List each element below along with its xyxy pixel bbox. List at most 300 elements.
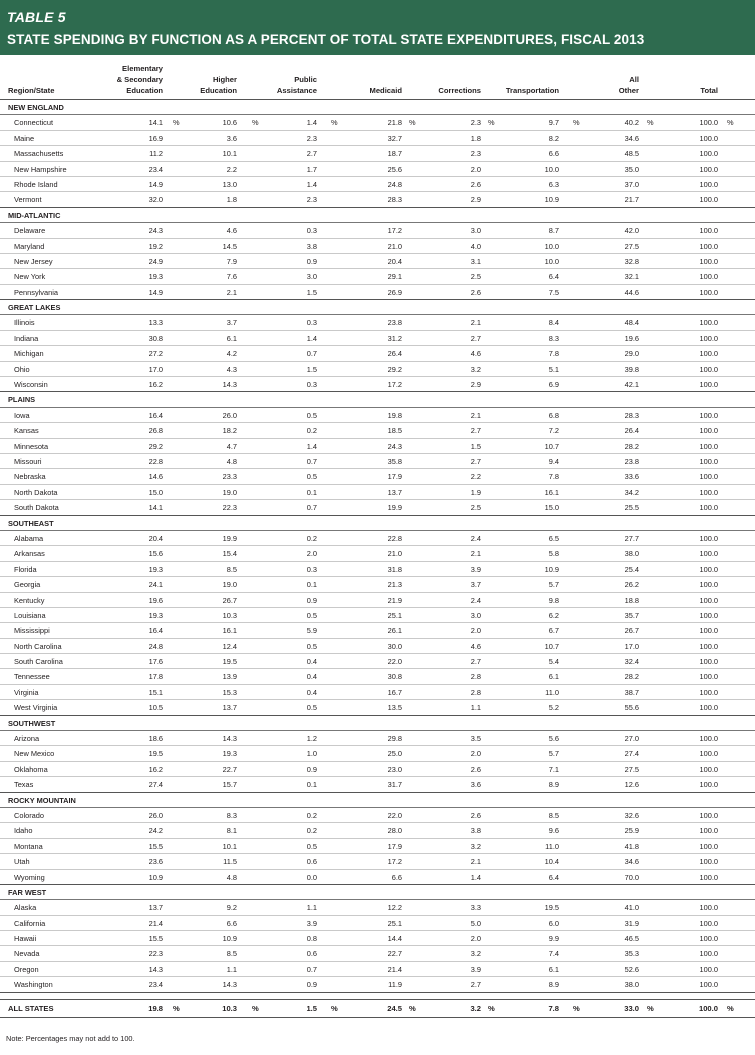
- cell-corrections: 2.0: [470, 749, 481, 759]
- cell-corrections: 2.0: [470, 164, 481, 174]
- table-row: [0, 685, 755, 700]
- cell-corrections: 2.3: [470, 149, 481, 159]
- cell-elementary-secondary: 13.7: [148, 903, 163, 913]
- cell-all-other: 26.4: [624, 426, 639, 436]
- cell-total: 100.0: [699, 949, 718, 959]
- cell-transportation: 7.8: [548, 1003, 559, 1013]
- percent-sign: %: [727, 118, 734, 128]
- cell-transportation: 11.0: [545, 687, 559, 697]
- cell-total: 100.0: [699, 626, 718, 636]
- cell-transportation: 5.8: [548, 549, 559, 559]
- table-row: [0, 562, 755, 577]
- cell-total: 100.0: [699, 118, 718, 128]
- cell-public-assistance: 0.6: [306, 949, 317, 959]
- table-row: [0, 500, 755, 515]
- cell-transportation: 9.9: [548, 934, 559, 944]
- cell-higher-education: 18.2: [222, 426, 237, 436]
- cell-all-other: 38.0: [624, 549, 639, 559]
- cell-higher-education: 1.8: [226, 195, 237, 205]
- cell-total: 100.0: [699, 564, 718, 574]
- cell-all-other: 42.1: [624, 380, 639, 390]
- cell-transportation: 8.7: [548, 226, 559, 236]
- cell-public-assistance: 0.3: [306, 226, 317, 236]
- table-row: [0, 115, 755, 130]
- state-name: Florida: [14, 564, 37, 574]
- cell-public-assistance: 1.7: [306, 164, 317, 174]
- cell-public-assistance: 1.4: [306, 441, 317, 451]
- state-name: Wyoming: [14, 872, 45, 882]
- cell-higher-education: 14.3: [222, 380, 237, 390]
- cell-higher-education: 4.8: [226, 872, 237, 882]
- cell-higher-education: 23.3: [222, 472, 237, 482]
- cell-elementary-secondary: 17.0: [148, 364, 163, 374]
- cell-higher-education: 12.4: [222, 641, 237, 651]
- cell-total: 100.0: [699, 272, 718, 282]
- cell-total: 100.0: [699, 734, 718, 744]
- state-name: Iowa: [14, 410, 30, 420]
- region-heading: SOUTHWEST: [0, 716, 755, 731]
- cell-total: 100.0: [699, 410, 718, 420]
- cell-total: 100.0: [699, 287, 718, 297]
- cell-transportation: 8.9: [548, 980, 559, 990]
- cell-all-other: 48.4: [624, 318, 639, 328]
- cell-all-other: 38.7: [624, 687, 639, 697]
- table-spacer: [0, 993, 755, 1000]
- cell-transportation: 5.7: [548, 580, 559, 590]
- cell-medicaid: 25.6: [387, 164, 402, 174]
- cell-total: 100.0: [699, 195, 718, 205]
- cell-higher-education: 3.6: [226, 133, 237, 143]
- cell-transportation: 10.7: [544, 641, 559, 651]
- table-row: [0, 531, 755, 546]
- state-name: ALL STATES: [8, 1003, 54, 1013]
- cell-medicaid: 18.5: [387, 426, 402, 436]
- cell-medicaid: 22.0: [387, 657, 402, 667]
- cell-higher-education: 10.1: [222, 149, 237, 159]
- table-row: [0, 346, 755, 361]
- cell-total: 100.0: [699, 164, 718, 174]
- cell-public-assistance: 3.8: [306, 241, 317, 251]
- state-name: Vermont: [14, 195, 42, 205]
- cell-transportation: 5.7: [548, 749, 559, 759]
- cell-total: 100.0: [699, 503, 718, 513]
- cell-elementary-secondary: 16.2: [148, 380, 163, 390]
- cell-public-assistance: 0.5: [306, 410, 317, 420]
- table-row: [0, 377, 755, 392]
- cell-public-assistance: 0.4: [306, 687, 317, 697]
- cell-total: 100.0: [699, 934, 718, 944]
- cell-higher-education: 1.1: [226, 964, 237, 974]
- cell-elementary-secondary: 24.1: [148, 580, 163, 590]
- cell-public-assistance: 1.5: [306, 287, 317, 297]
- cell-elementary-secondary: 19.3: [148, 272, 163, 282]
- cell-medicaid: 11.9: [388, 980, 402, 990]
- table-row: [0, 839, 755, 854]
- cell-corrections: 1.8: [470, 133, 481, 143]
- cell-transportation: 6.2: [548, 610, 559, 620]
- cell-public-assistance: 0.5: [306, 641, 317, 651]
- cell-elementary-secondary: 29.2: [148, 441, 163, 451]
- cell-public-assistance: 2.0: [306, 549, 317, 559]
- cell-medicaid: 21.9: [387, 595, 402, 605]
- state-name: Tennessee: [14, 672, 50, 682]
- table-row: [0, 177, 755, 192]
- table-row: [0, 469, 755, 484]
- cell-elementary-secondary: 15.5: [148, 934, 163, 944]
- table-row: [0, 977, 755, 992]
- all-states-row: [0, 1000, 755, 1018]
- table-row: [0, 746, 755, 761]
- region-heading: SOUTHEAST: [0, 516, 755, 531]
- cell-all-other: 46.5: [624, 934, 639, 944]
- percent-sign: %: [252, 1003, 259, 1013]
- table-row: [0, 962, 755, 977]
- percent-sign: %: [173, 118, 180, 128]
- cell-public-assistance: 0.3: [306, 380, 317, 390]
- cell-public-assistance: 0.3: [306, 564, 317, 574]
- cell-medicaid: 26.4: [387, 349, 402, 359]
- cell-all-other: 27.4: [624, 749, 639, 759]
- cell-corrections: 3.1: [470, 256, 481, 266]
- cell-elementary-secondary: 27.2: [148, 349, 163, 359]
- table-row: [0, 808, 755, 823]
- cell-public-assistance: 2.3: [306, 195, 317, 205]
- cell-all-other: 42.0: [624, 226, 639, 236]
- cell-elementary-secondary: 26.0: [148, 810, 163, 820]
- cell-medicaid: 21.0: [387, 549, 402, 559]
- cell-transportation: 6.6: [548, 149, 559, 159]
- cell-higher-education: 8.5: [226, 564, 237, 574]
- state-name: Maryland: [14, 241, 45, 251]
- cell-public-assistance: 0.4: [306, 672, 317, 682]
- state-name: New Hampshire: [14, 164, 67, 174]
- cell-public-assistance: 2.7: [306, 149, 317, 159]
- cell-elementary-secondary: 19.6: [148, 595, 163, 605]
- state-name: Kentucky: [14, 595, 45, 605]
- cell-medicaid: 21.8: [387, 118, 402, 128]
- col-header-medicaid: Medicaid: [369, 86, 402, 95]
- cell-total: 100.0: [699, 810, 718, 820]
- cell-total: 100.0: [699, 903, 718, 913]
- col-header-public-assistance: Public Assistance: [276, 75, 317, 95]
- region-heading: FAR WEST: [0, 885, 755, 900]
- cell-all-other: 27.0: [624, 734, 639, 744]
- cell-public-assistance: 0.5: [306, 610, 317, 620]
- cell-corrections: 2.6: [470, 764, 481, 774]
- table-row: [0, 454, 755, 469]
- state-name: Maine: [14, 133, 35, 143]
- cell-transportation: 6.1: [548, 964, 559, 974]
- state-name: North Carolina: [14, 641, 62, 651]
- state-name: Pennsylvania: [14, 287, 58, 297]
- cell-medicaid: 24.5: [387, 1003, 402, 1013]
- table-row: [0, 762, 755, 777]
- state-name: Colorado: [14, 810, 44, 820]
- cell-total: 100.0: [699, 687, 718, 697]
- cell-corrections: 3.6: [470, 780, 481, 790]
- cell-higher-education: 16.1: [222, 626, 237, 636]
- cell-corrections: 2.6: [470, 287, 481, 297]
- cell-corrections: 3.2: [470, 841, 481, 851]
- cell-transportation: 6.0: [548, 918, 559, 928]
- cell-total: 100.0: [699, 441, 718, 451]
- percent-sign: %: [488, 118, 495, 128]
- state-name: Delaware: [14, 226, 46, 236]
- cell-elementary-secondary: 15.1: [148, 687, 163, 697]
- table-row: [0, 916, 755, 931]
- cell-total: 100.0: [699, 964, 718, 974]
- cell-elementary-secondary: 16.2: [148, 764, 163, 774]
- cell-transportation: 6.9: [548, 380, 559, 390]
- cell-all-other: 27.5: [624, 241, 639, 251]
- cell-corrections: 1.4: [470, 872, 481, 882]
- table-row: [0, 315, 755, 330]
- cell-all-other: 27.5: [624, 764, 639, 774]
- table-row: [0, 731, 755, 746]
- state-name: Alaska: [14, 903, 37, 913]
- table-body: [0, 100, 755, 1018]
- table-header-row: [0, 58, 755, 100]
- cell-total: 100.0: [699, 456, 718, 466]
- state-name: New Mexico: [14, 749, 55, 759]
- cell-total: 100.0: [699, 841, 718, 851]
- cell-all-other: 32.6: [624, 810, 639, 820]
- state-name: New Jersey: [14, 256, 53, 266]
- table-row: [0, 131, 755, 146]
- cell-total: 100.0: [699, 872, 718, 882]
- state-name: North Dakota: [14, 487, 58, 497]
- cell-total: 100.0: [699, 610, 718, 620]
- cell-transportation: 5.4: [548, 657, 559, 667]
- cell-public-assistance: 1.1: [306, 903, 317, 913]
- cell-medicaid: 24.3: [387, 441, 402, 451]
- cell-public-assistance: 0.2: [306, 533, 317, 543]
- cell-medicaid: 17.2: [387, 226, 402, 236]
- region-heading: NEW ENGLAND: [0, 100, 755, 115]
- cell-elementary-secondary: 15.5: [148, 841, 163, 851]
- cell-transportation: 15.0: [544, 503, 559, 513]
- cell-elementary-secondary: 14.9: [148, 179, 163, 189]
- percent-sign: %: [173, 1003, 180, 1013]
- cell-total: 100.0: [699, 918, 718, 928]
- cell-public-assistance: 1.4: [306, 333, 317, 343]
- cell-all-other: 41.8: [624, 841, 639, 851]
- cell-elementary-secondary: 24.8: [148, 641, 163, 651]
- cell-corrections: 2.7: [470, 657, 481, 667]
- cell-total: 100.0: [699, 672, 718, 682]
- cell-transportation: 10.0: [544, 256, 559, 266]
- cell-medicaid: 6.6: [391, 872, 402, 882]
- cell-transportation: 5.2: [548, 703, 559, 713]
- cell-corrections: 2.8: [470, 687, 481, 697]
- cell-transportation: 10.7: [544, 441, 559, 451]
- cell-total: 100.0: [699, 149, 718, 159]
- cell-medicaid: 25.1: [387, 610, 402, 620]
- cell-elementary-secondary: 10.5: [148, 703, 163, 713]
- cell-higher-education: 13.7: [222, 703, 237, 713]
- cell-higher-education: 4.2: [226, 349, 237, 359]
- cell-higher-education: 15.4: [222, 549, 237, 559]
- cell-public-assistance: 0.5: [306, 472, 317, 482]
- cell-medicaid: 13.5: [387, 703, 402, 713]
- cell-medicaid: 21.4: [387, 964, 402, 974]
- cell-corrections: 3.2: [470, 1003, 481, 1013]
- cell-higher-education: 8.1: [226, 826, 237, 836]
- state-name: Idaho: [14, 826, 33, 836]
- cell-all-other: 32.1: [624, 272, 639, 282]
- cell-medicaid: 18.7: [387, 149, 402, 159]
- cell-elementary-secondary: 17.8: [148, 672, 163, 682]
- cell-total: 100.0: [699, 780, 718, 790]
- state-name: Arkansas: [14, 549, 45, 559]
- cell-higher-education: 10.3: [222, 610, 237, 620]
- table-row: [0, 577, 755, 592]
- table-row: [0, 823, 755, 838]
- cell-elementary-secondary: 19.5: [148, 749, 163, 759]
- table-row: [0, 931, 755, 946]
- cell-medicaid: 16.7: [387, 687, 402, 697]
- state-name: Georgia: [14, 580, 41, 590]
- cell-corrections: 3.8: [470, 826, 481, 836]
- cell-medicaid: 21.0: [387, 241, 402, 251]
- cell-all-other: 12.6: [624, 780, 639, 790]
- cell-elementary-secondary: 18.6: [148, 734, 163, 744]
- cell-corrections: 2.6: [470, 179, 481, 189]
- cell-corrections: 3.9: [470, 564, 481, 574]
- cell-elementary-secondary: 14.1: [148, 118, 163, 128]
- cell-transportation: 7.8: [548, 472, 559, 482]
- cell-higher-education: 9.2: [226, 903, 237, 913]
- cell-elementary-secondary: 22.8: [148, 456, 163, 466]
- cell-all-other: 21.7: [624, 195, 639, 205]
- cell-transportation: 9.8: [548, 595, 559, 605]
- table-row: [0, 623, 755, 638]
- cell-total: 100.0: [699, 472, 718, 482]
- cell-higher-education: 2.1: [226, 287, 237, 297]
- cell-higher-education: 8.3: [226, 810, 237, 820]
- cell-medicaid: 19.8: [387, 410, 402, 420]
- state-name: Hawaii: [14, 934, 37, 944]
- state-name: Rhode Island: [14, 179, 58, 189]
- cell-elementary-secondary: 19.3: [148, 564, 163, 574]
- cell-all-other: 35.0: [624, 164, 639, 174]
- cell-total: 100.0: [699, 364, 718, 374]
- cell-transportation: 9.4: [548, 456, 559, 466]
- cell-transportation: 6.5: [548, 533, 559, 543]
- cell-public-assistance: 0.4: [306, 657, 317, 667]
- col-header-total: Total: [700, 86, 718, 95]
- col-header-corrections: Corrections: [438, 86, 481, 95]
- cell-all-other: 35.7: [624, 610, 639, 620]
- cell-medicaid: 23.8: [387, 318, 402, 328]
- percent-sign: %: [573, 1003, 580, 1013]
- cell-medicaid: 28.0: [387, 826, 402, 836]
- cell-all-other: 55.6: [624, 703, 639, 713]
- cell-public-assistance: 0.2: [306, 810, 317, 820]
- state-name: Mississippi: [14, 626, 50, 636]
- table-row: [0, 285, 755, 300]
- cell-all-other: 19.6: [624, 333, 639, 343]
- cell-transportation: 8.4: [548, 318, 559, 328]
- cell-public-assistance: 0.2: [306, 826, 317, 836]
- table-row: [0, 439, 755, 454]
- cell-higher-education: 19.0: [222, 580, 237, 590]
- cell-all-other: 32.4: [624, 657, 639, 667]
- cell-all-other: 41.0: [624, 903, 639, 913]
- percent-sign: %: [488, 1003, 495, 1013]
- cell-public-assistance: 0.5: [306, 841, 317, 851]
- cell-all-other: 37.0: [624, 179, 639, 189]
- cell-corrections: 1.9: [470, 487, 481, 497]
- col-header-all-other: All Other: [618, 75, 639, 95]
- state-name: Nevada: [14, 949, 40, 959]
- cell-corrections: 3.0: [470, 226, 481, 236]
- cell-total: 100.0: [698, 1003, 718, 1013]
- cell-total: 100.0: [699, 226, 718, 236]
- table-row: [0, 223, 755, 238]
- cell-elementary-secondary: 17.6: [148, 657, 163, 667]
- cell-higher-education: 11.5: [223, 857, 237, 867]
- cell-transportation: 7.2: [548, 426, 559, 436]
- table-row: [0, 239, 755, 254]
- cell-all-other: 32.8: [624, 256, 639, 266]
- cell-public-assistance: 1.5: [306, 364, 317, 374]
- percent-sign: %: [727, 1003, 734, 1013]
- table-row: [0, 900, 755, 915]
- cell-medicaid: 17.2: [387, 857, 402, 867]
- table-row: [0, 946, 755, 961]
- state-name: Arizona: [14, 734, 40, 744]
- cell-transportation: 7.1: [548, 764, 559, 774]
- cell-corrections: 2.1: [470, 549, 481, 559]
- cell-public-assistance: 0.8: [306, 934, 317, 944]
- cell-higher-education: 26.7: [222, 595, 237, 605]
- cell-higher-education: 19.3: [222, 749, 237, 759]
- col-header-elementary-secondary: Elementary & Secondary Education: [116, 64, 163, 95]
- cell-corrections: 2.3: [470, 118, 481, 128]
- cell-corrections: 4.6: [470, 349, 481, 359]
- cell-public-assistance: 0.6: [306, 857, 317, 867]
- cell-elementary-secondary: 15.0: [148, 487, 163, 497]
- table-row: [0, 162, 755, 177]
- cell-higher-education: 7.9: [226, 256, 237, 266]
- cell-total: 100.0: [699, 826, 718, 836]
- cell-higher-education: 10.1: [222, 841, 237, 851]
- state-name: Alabama: [14, 533, 44, 543]
- cell-all-other: 25.4: [624, 564, 639, 574]
- table-row: [0, 146, 755, 161]
- cell-transportation: 10.0: [544, 164, 559, 174]
- cell-transportation: 6.4: [548, 272, 559, 282]
- cell-transportation: 19.5: [544, 903, 559, 913]
- cell-transportation: 9.7: [548, 118, 559, 128]
- cell-higher-education: 10.6: [222, 118, 237, 128]
- cell-transportation: 16.1: [544, 487, 559, 497]
- cell-public-assistance: 0.7: [306, 349, 317, 359]
- cell-total: 100.0: [699, 657, 718, 667]
- region-heading: GREAT LAKES: [0, 300, 755, 315]
- state-name: Indiana: [14, 333, 39, 343]
- cell-public-assistance: 0.7: [306, 503, 317, 513]
- cell-medicaid: 22.7: [387, 949, 402, 959]
- state-name: Nebraska: [14, 472, 46, 482]
- cell-public-assistance: 0.9: [306, 764, 317, 774]
- cell-elementary-secondary: 16.9: [148, 133, 163, 143]
- state-name: Oregon: [14, 964, 39, 974]
- table-row: [0, 331, 755, 346]
- table-label: TABLE 5: [7, 9, 66, 25]
- cell-total: 100.0: [699, 256, 718, 266]
